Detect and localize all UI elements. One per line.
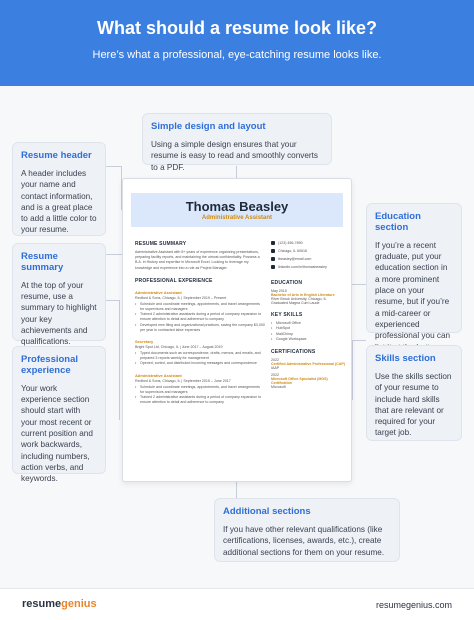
- resume-role: Administrative Assistant: [201, 215, 273, 221]
- resume-side-column: [271, 241, 347, 389]
- resumegenius-logo[interactable]: resumegenius: [22, 598, 97, 610]
- job-company: Redford & Sons, Chicago, IL | September 2015 – June 2017: [135, 378, 231, 383]
- contact-email: tbeasley@email.com: [271, 257, 347, 261]
- card-title: Simple design and layout: [151, 121, 266, 132]
- page-footer: [0, 588, 474, 620]
- job-entry: [135, 339, 265, 367]
- resume-main-column: [135, 241, 265, 405]
- card-body: If you have other relevant qualifications (like certifications, licenses, awards, etc.), create additional sections for them on your resume.: [223, 524, 385, 557]
- resume-preview: [122, 178, 352, 482]
- summary-heading: RESUME SUMMARY: [135, 241, 187, 247]
- phone-icon: [271, 241, 275, 245]
- connector-professional-experience: [106, 300, 120, 420]
- job-bullet: • Typed documents such as correspondence, drafts, memos, and emails, and prepared 3 reports weekly for management: [135, 351, 265, 361]
- job-entry: [135, 373, 265, 406]
- skill-item: • HubSpot: [271, 326, 347, 331]
- card-resume-summary: [12, 243, 106, 347]
- cert-year: 2022: [271, 358, 279, 362]
- job-bullet: • Trained 2 administrative assistants during a period of company expansion to ensure attention to detail and adherence to company: [135, 395, 265, 405]
- experience-heading: PROFESSIONAL EXPERIENCE: [135, 277, 213, 284]
- education-heading: EDUCATION: [271, 280, 303, 287]
- site-link[interactable]: resumegenius.com: [375, 600, 452, 610]
- education-degree: Bachelor of Arts in English Literature: [271, 293, 335, 298]
- card-body: If you’re a recent graduate, put your education section in a more prominent place on your resume, but if you’re a mid-career or experienced professional you can: [375, 240, 451, 341]
- job-title: Secretary: [135, 339, 154, 345]
- page-subtitle: Here’s what a professional, eye-catching resume looks like.: [92, 49, 382, 61]
- card-professional-experience: [12, 346, 106, 484]
- education-date: May 2015: [271, 289, 287, 294]
- job-bullet: • Schedule and coordinate meetings, appointments, and travel arrangements for supervisors and managers: [135, 302, 265, 312]
- resume-name: Thomas Beasley: [185, 199, 289, 214]
- card-body: At the top of your resume, use a summary to highlight your key achievements and qualifications.: [21, 280, 97, 347]
- certifications-heading: CERTIFICATIONS: [271, 349, 316, 355]
- card-additional-sections: [214, 498, 400, 562]
- summary-text: Administrative Assistant with 8+ years of experience organizing presentations, preparing facility reports, and maintaining the utmost confidentiality. Possess a B.A. in History and expertise in Microsoft Excel. Looking to leverage my knowledge and experience into a role as Project Manager.: [135, 250, 260, 270]
- skill-item: • Google Workspace: [271, 337, 347, 342]
- job-bullet: • Developed new filing and organizational practices, saving the company $3,000 per year in contracted labor expenses: [135, 323, 265, 333]
- cert-issuer: Microsoft: [271, 385, 286, 389]
- card-education-section: [366, 203, 462, 341]
- linkedin-icon: [271, 265, 275, 269]
- contact-location: Chicago, IL 60616: [271, 249, 347, 253]
- card-skills-section: [366, 345, 462, 441]
- job-bullet: • Schedule and coordinate meetings, appointments, and travel arrangements for supervisors and managers: [135, 385, 265, 395]
- connector-resume-header: [106, 166, 122, 210]
- job-bullet: • Trained 2 administrative assistants during a period of company expansion to ensure attention to detail and adherence to company: [135, 312, 265, 322]
- education-honors: Graduated Magna Cum Laude: [271, 301, 320, 306]
- connector-skills: [352, 340, 366, 400]
- card-body: Use the skills section of your resume to include hard skills that are relevant or required for your target job.: [375, 371, 452, 438]
- card-title: Professional experience: [21, 354, 79, 376]
- connector-education: [352, 284, 366, 285]
- job-title: Administrative Assistant: [135, 289, 182, 295]
- skill-item: • MailChimp: [271, 332, 347, 337]
- skills-heading: KEY SKILLS: [271, 312, 303, 319]
- resume-header: [131, 193, 343, 227]
- card-body: Using a simple design ensures that your resume is easy to read and smoothly converts to a PDF.: [151, 139, 319, 172]
- card-title: Resume header: [21, 150, 92, 161]
- connector-additional: [236, 482, 237, 498]
- cert-year: 2022: [271, 373, 279, 377]
- cert-name: Certified Administrative Professional (CAP): [271, 362, 345, 366]
- card-body: Your work experience section should start with your most recent or current position and work backwards, including numbers, action verbs, and keywords.: [21, 383, 93, 484]
- cert-name: Microsoft Office Specialist (MOS) Certification: [271, 377, 328, 385]
- location-icon: [271, 249, 275, 253]
- contact-phone: (123) 456-7890: [271, 241, 347, 245]
- job-bullet: • Opened, sorted, and distributed incoming messages and correspondence: [135, 361, 265, 366]
- page-title: What should a resume look like?: [96, 18, 378, 38]
- card-title: Skills section: [375, 353, 436, 364]
- card-simple-design: [142, 113, 332, 172]
- page-header: [0, 0, 474, 86]
- education-school: River Brook University, Chicago, IL: [271, 297, 327, 302]
- card-title: Resume summary: [21, 251, 64, 273]
- skill-item: • Microsoft Office: [271, 321, 347, 326]
- cert-issuer: IAAP: [271, 366, 280, 370]
- card-body: A header includes your name and contact information, and is a great place to add a little color to your resume.: [21, 168, 97, 235]
- card-title: Additional sections: [223, 506, 311, 517]
- job-entry: [135, 290, 265, 333]
- job-title: Administrative Assistant: [135, 372, 182, 378]
- email-icon: [271, 257, 275, 261]
- card-resume-header: [12, 142, 106, 236]
- job-company: Redford & Sons, Chicago, IL | September 2019 – Present: [135, 295, 227, 300]
- card-title: Education section: [375, 211, 421, 233]
- job-company: Bright Spot Ltd, Chicago, IL | June 2017 – August 2019: [135, 345, 223, 350]
- contact-linkedin: linkedin.com/in/thomasbeasley: [271, 265, 347, 269]
